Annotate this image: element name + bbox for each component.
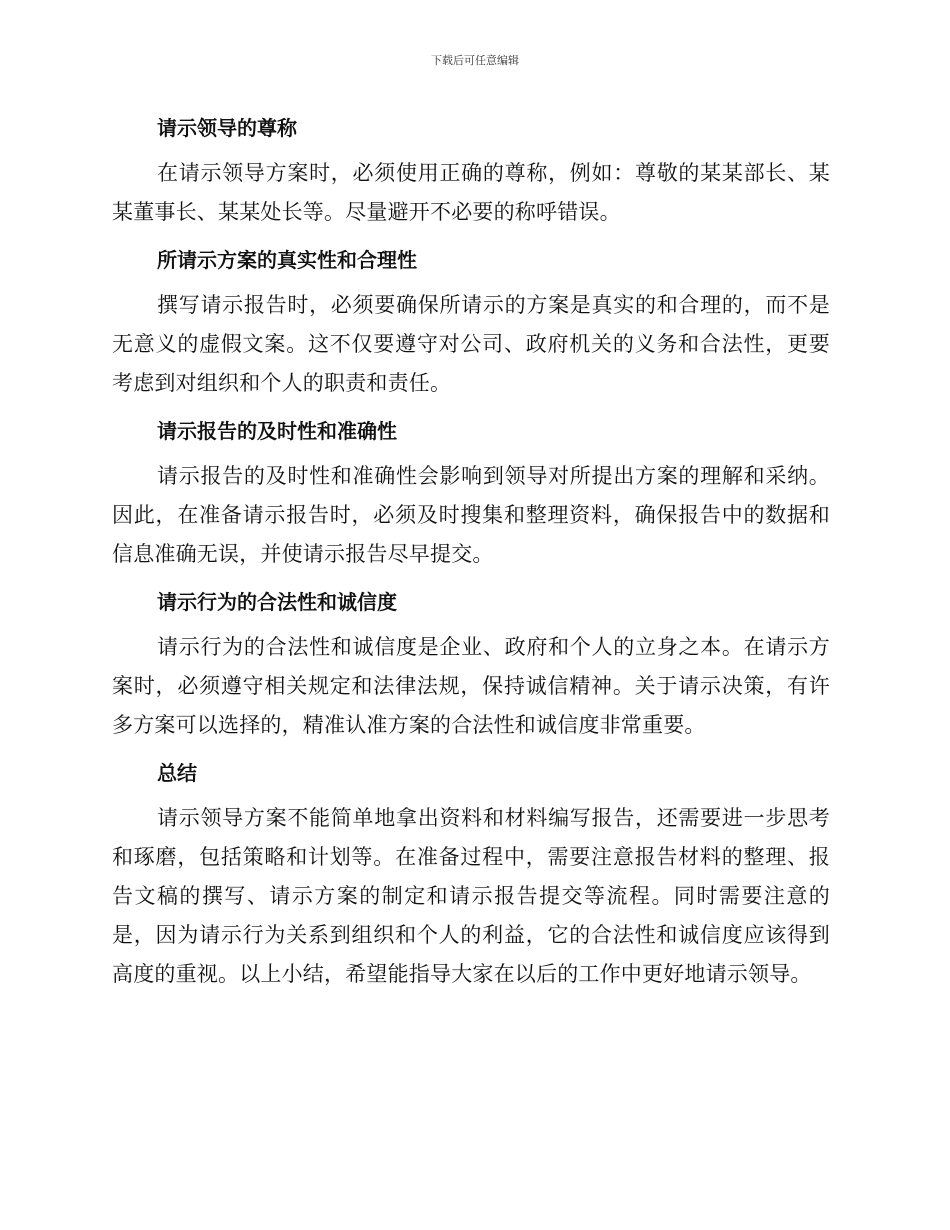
section-timeliness	[112, 413, 830, 574]
section-paragraph: 撰写请示报告时，必须要确保所请示的方案是真实的和合理的，而不是无意义的虚假文案。这不仅要遵守对公司、政府机关的义务和合法性，更要考虑到对组织和个人的职责和责任。	[112, 293, 830, 395]
section-paragraph: 请示报告的及时性和准确性会影响到领导对所提出方案的理解和采纳。因此，在准备请示报告时，必须及时搜集和整理资料，确保报告中的数据和信息准确无误，并使请示报告尽早提交。	[112, 464, 830, 566]
section-legality	[112, 584, 830, 745]
section-heading: 请示领导的尊称	[157, 116, 297, 140]
document-body	[112, 110, 830, 1004]
section-authenticity	[112, 242, 830, 403]
section-heading: 请示报告的及时性和准确性	[157, 419, 397, 443]
section-honorifics	[112, 110, 830, 232]
section-heading: 总结	[157, 761, 197, 785]
page-header: 下载后可任意编辑	[431, 54, 519, 67]
section-paragraph: 请示行为的合法性和诚信度是企业、政府和个人的立身之本。在请示方案时，必须遵守相关规定和法律法规，保持诚信精神。关于请示决策，有许多方案可以选择的，精准认准方案的合法性和诚信度非常重要。	[112, 635, 830, 737]
section-heading: 所请示方案的真实性和合理性	[157, 248, 417, 272]
section-paragraph: 在请示领导方案时，必须使用正确的尊称，例如：尊敬的某某部长、某某董事长、某某处长等。尽量避开不必要的称呼错误。	[112, 161, 830, 224]
section-summary	[112, 755, 830, 994]
section-paragraph: 请示领导方案不能简单地拿出资料和材料编写报告，还需要进一步思考和琢磨，包括策略和计划等。在准备过程中，需要注意报告材料的整理、报告文稿的撰写、请示方案的制定和请示报告提交等流程。同时需要注意的是，因为请示行为关系到组织和个人的利益，它的合法性和诚信度应该得到高度的重视。以上小结，希望能指导大家在以后的工作中更好地请示领导。	[112, 806, 830, 986]
section-heading: 请示行为的合法性和诚信度	[157, 590, 397, 614]
